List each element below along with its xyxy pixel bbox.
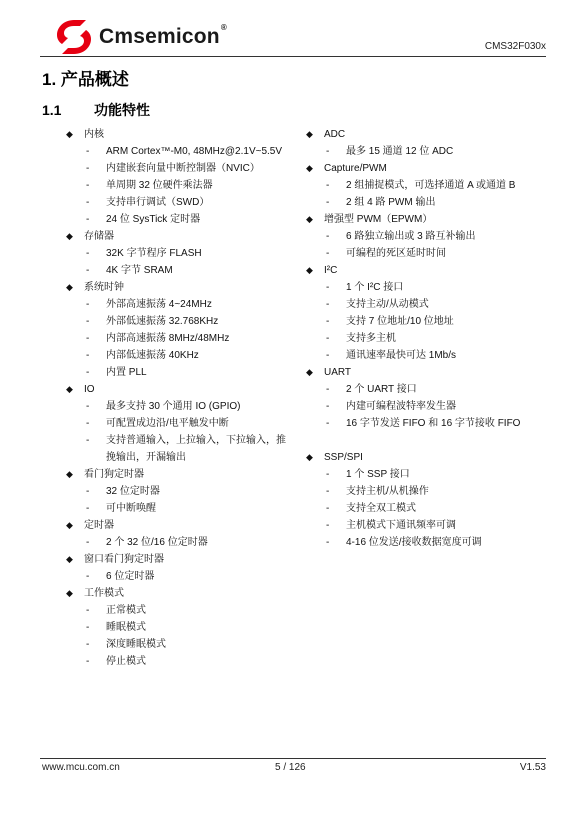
feature-item [306,415,551,432]
feature-item [66,160,306,177]
dash-bullet: - [326,384,330,395]
feature-group-title: UART [324,367,352,378]
feature-group-title: ADC [324,129,346,140]
section-text: 功能特性 [94,102,150,118]
feature-group-title: 内核 [84,129,104,140]
feature-group [66,126,306,143]
feature-group-title: 定时器 [84,520,114,531]
dash-bullet: - [86,571,90,582]
dash-bullet: - [326,418,330,429]
feature-group-title: 系统时钟 [84,282,124,293]
footer-url[interactable]: www.mcu.com.cn [42,762,120,773]
feature-item-text: 内建可编程波特率发生器 [346,401,456,412]
dash-bullet: - [86,248,90,259]
dash-bullet: - [86,163,90,174]
dash-bullet: - [86,486,90,497]
feature-item [66,602,306,619]
dash-bullet: - [86,435,90,446]
feature-item [306,500,551,517]
feature-group [66,517,306,534]
feature-item [66,432,306,449]
feature-item-text: 支持 7 位地址/10 位地址 [346,316,454,327]
feature-group-title: 存储器 [84,231,114,242]
dash-bullet: - [86,316,90,327]
feature-item [66,636,306,653]
feature-item-text: 内部高速振荡 8MHz/48MHz [106,333,230,344]
feature-item [306,347,551,364]
dash-bullet: - [86,367,90,378]
feature-item [306,517,551,534]
diamond-bullet-icon: ◆ [66,520,73,530]
feature-item-text: 4-16 位发送/接收数据宽度可调 [346,537,482,548]
feature-item [66,483,306,500]
feature-item-text: 16 字节发送 FIFO 和 16 字节接收 FIFO [346,418,521,429]
feature-item-text: 支持主机/从机操作 [346,486,429,497]
diamond-bullet-icon: ◆ [66,469,73,479]
feature-item [66,415,306,432]
diamond-bullet-icon: ◆ [306,452,313,462]
dash-bullet: - [326,197,330,208]
diamond-bullet-icon: ◆ [66,231,73,241]
dash-bullet: - [86,639,90,650]
feature-item [66,245,306,262]
dash-bullet: - [86,503,90,514]
chapter-title: 1. 产品概述 [42,70,129,89]
dash-bullet: - [326,469,330,480]
feature-item [306,313,551,330]
dash-bullet: - [86,418,90,429]
feature-item-text: 6 路独立输出或 3 路互补输出 [346,231,476,242]
feature-item [66,398,306,415]
feature-item-text: 正常模式 [106,605,146,616]
feature-group [306,211,551,228]
feature-item [306,279,551,296]
feature-item [306,143,551,160]
dash-bullet: - [86,401,90,412]
feature-group-title: IO [84,384,95,395]
feature-item [66,313,306,330]
feature-group [66,585,306,602]
header-divider [40,56,546,57]
diamond-bullet-icon: ◆ [66,129,73,139]
diamond-bullet-icon: ◆ [306,163,313,173]
document-version: V1.53 [519,762,546,773]
feature-item-text: 6 位定时器 [106,571,155,582]
feature-item [306,194,551,211]
feature-item-text: 停止模式 [106,656,146,667]
feature-group-title: I²C [324,265,338,276]
feature-item-text: 外部低速振荡 32.768KHz [106,316,219,327]
feature-group [306,126,551,143]
diamond-bullet-icon: ◆ [306,265,313,275]
feature-group [306,364,551,381]
diamond-bullet-icon: ◆ [306,214,313,224]
page-number: 5 / 126 [275,762,306,773]
section-number: 1.1 [42,102,62,118]
feature-item-text: ARM Cortex™-M0, 48MHz@2.1V~5.5V [106,146,283,157]
feature-item [306,296,551,313]
dash-bullet: - [86,350,90,361]
feature-item-text: 可编程的死区延时时间 [346,248,446,259]
feature-item-text: 2 组 4 路 PWM 输出 [346,197,436,208]
feature-item-text: 支持串行调试（SWD） [106,197,210,208]
feature-item [66,194,306,211]
feature-item-text: 内建嵌套向量中断控制器（NVIC） [106,163,260,174]
feature-item-text: 最多支持 30 个通用 IO (GPIO) [106,401,241,412]
dash-bullet: - [326,299,330,310]
feature-group-title: SSP/SPI [324,452,363,463]
feature-item-text: 4K 字节 SRAM [106,265,173,276]
dash-bullet: - [86,605,90,616]
feature-group-title: 窗口看门狗定时器 [84,554,164,565]
dash-bullet: - [326,282,330,293]
dash-bullet: - [326,316,330,327]
dash-bullet: - [86,622,90,633]
dash-bullet: - [86,214,90,225]
dash-bullet: - [326,180,330,191]
company-logo [52,17,227,57]
feature-item-text: 32K 字节程序 FLASH [106,248,202,259]
feature-item [66,143,306,160]
feature-item-text: 支持多主机 [346,333,396,344]
feature-group [66,279,306,296]
dash-bullet: - [326,248,330,259]
feature-item-text: 通讯速率最快可达 1Mb/s [346,350,457,361]
feature-item-text: 2 个 32 位/16 位定时器 [106,537,208,548]
feature-group-title: 增强型 PWM（EPWM） [324,214,433,225]
dash-bullet: - [86,180,90,191]
dash-bullet: - [326,333,330,344]
feature-item [306,228,551,245]
feature-group-title: 工作模式 [84,588,124,599]
feature-item [66,296,306,313]
feature-item [66,364,306,381]
feature-item-continuation: 挽输出，开漏输出 [106,452,186,463]
dash-bullet: - [86,197,90,208]
feature-item [66,262,306,279]
feature-item [66,347,306,364]
diamond-bullet-icon: ◆ [66,384,73,394]
feature-item [66,653,306,670]
feature-item-text: 1 个 I²C 接口 [346,282,404,293]
feature-item-text: 主机模式下通讯频率可调 [346,520,456,531]
feature-item-text: 可中断唤醒 [106,503,156,514]
diamond-bullet-icon: ◆ [306,367,313,377]
dash-bullet: - [326,401,330,412]
feature-item [306,483,551,500]
feature-item [306,381,551,398]
footer-divider [40,758,546,759]
feature-group [306,262,551,279]
feature-group [306,449,551,466]
feature-item [66,534,306,551]
spacer [306,432,551,449]
dash-bullet: - [326,503,330,514]
feature-item-text: 内部低速振荡 40KHz [106,350,199,361]
cmsemicon-logo-icon [52,17,96,57]
dash-bullet: - [326,146,330,157]
feature-group [66,551,306,568]
feature-group-title: 看门狗定时器 [84,469,144,480]
feature-item-text: 可配置成边沿/电平触发中断 [106,418,229,429]
feature-item-text: 24 位 SysTick 定时器 [106,214,201,225]
diamond-bullet-icon: ◆ [306,129,313,139]
dash-bullet: - [326,231,330,242]
diamond-bullet-icon: ◆ [66,554,73,564]
feature-group [66,228,306,245]
feature-item-text: 1 个 SSP 接口 [346,469,410,480]
feature-item-text: 内置 PLL [106,367,147,378]
dash-bullet: - [86,146,90,157]
feature-item [306,245,551,262]
feature-item [66,177,306,194]
feature-item [66,500,306,517]
dash-bullet: - [86,537,90,548]
feature-item-text: 单周期 32 位硬件乘法器 [106,180,213,191]
feature-item [306,398,551,415]
feature-item-text: 深度睡眠模式 [106,639,166,650]
feature-item [306,330,551,347]
dash-bullet: - [86,299,90,310]
dash-bullet: - [86,656,90,667]
logo-text: Cmsemicon® [99,23,227,48]
feature-item [306,534,551,551]
dash-bullet: - [326,486,330,497]
feature-group [66,381,306,398]
feature-item [66,568,306,585]
section-title [42,100,150,120]
left-feature-column [66,126,306,670]
feature-group [66,466,306,483]
dash-bullet: - [326,520,330,531]
feature-item-text: 支持普通输入，上拉输入，下拉输入，推 [106,435,286,446]
feature-item [66,330,306,347]
feature-item [306,466,551,483]
feature-item-text: 外部高速振荡 4~24MHz [106,299,212,310]
right-feature-column [306,126,551,551]
feature-item [66,211,306,228]
feature-item-text: 最多 15 通道 12 位 ADC [346,146,454,157]
diamond-bullet-icon: ◆ [66,588,73,598]
feature-group [306,160,551,177]
feature-item-text: 2 个 UART 接口 [346,384,417,395]
diamond-bullet-icon: ◆ [66,282,73,292]
feature-item-text: 支持主动/从动模式 [346,299,429,310]
dash-bullet: - [86,265,90,276]
feature-item-text: 睡眠模式 [106,622,146,633]
feature-item-text: 32 位定时器 [106,486,160,497]
feature-item-text: 2 组捕捉模式，可选择通道 A 或通道 B [346,180,516,191]
dash-bullet: - [326,537,330,548]
model-number: CMS32F030x [484,41,546,52]
feature-item [66,619,306,636]
feature-item [306,177,551,194]
feature-group-title: Capture/PWM [324,163,387,174]
dash-bullet: - [326,350,330,361]
feature-item-text: 支持全双工模式 [346,503,416,514]
dash-bullet: - [86,333,90,344]
